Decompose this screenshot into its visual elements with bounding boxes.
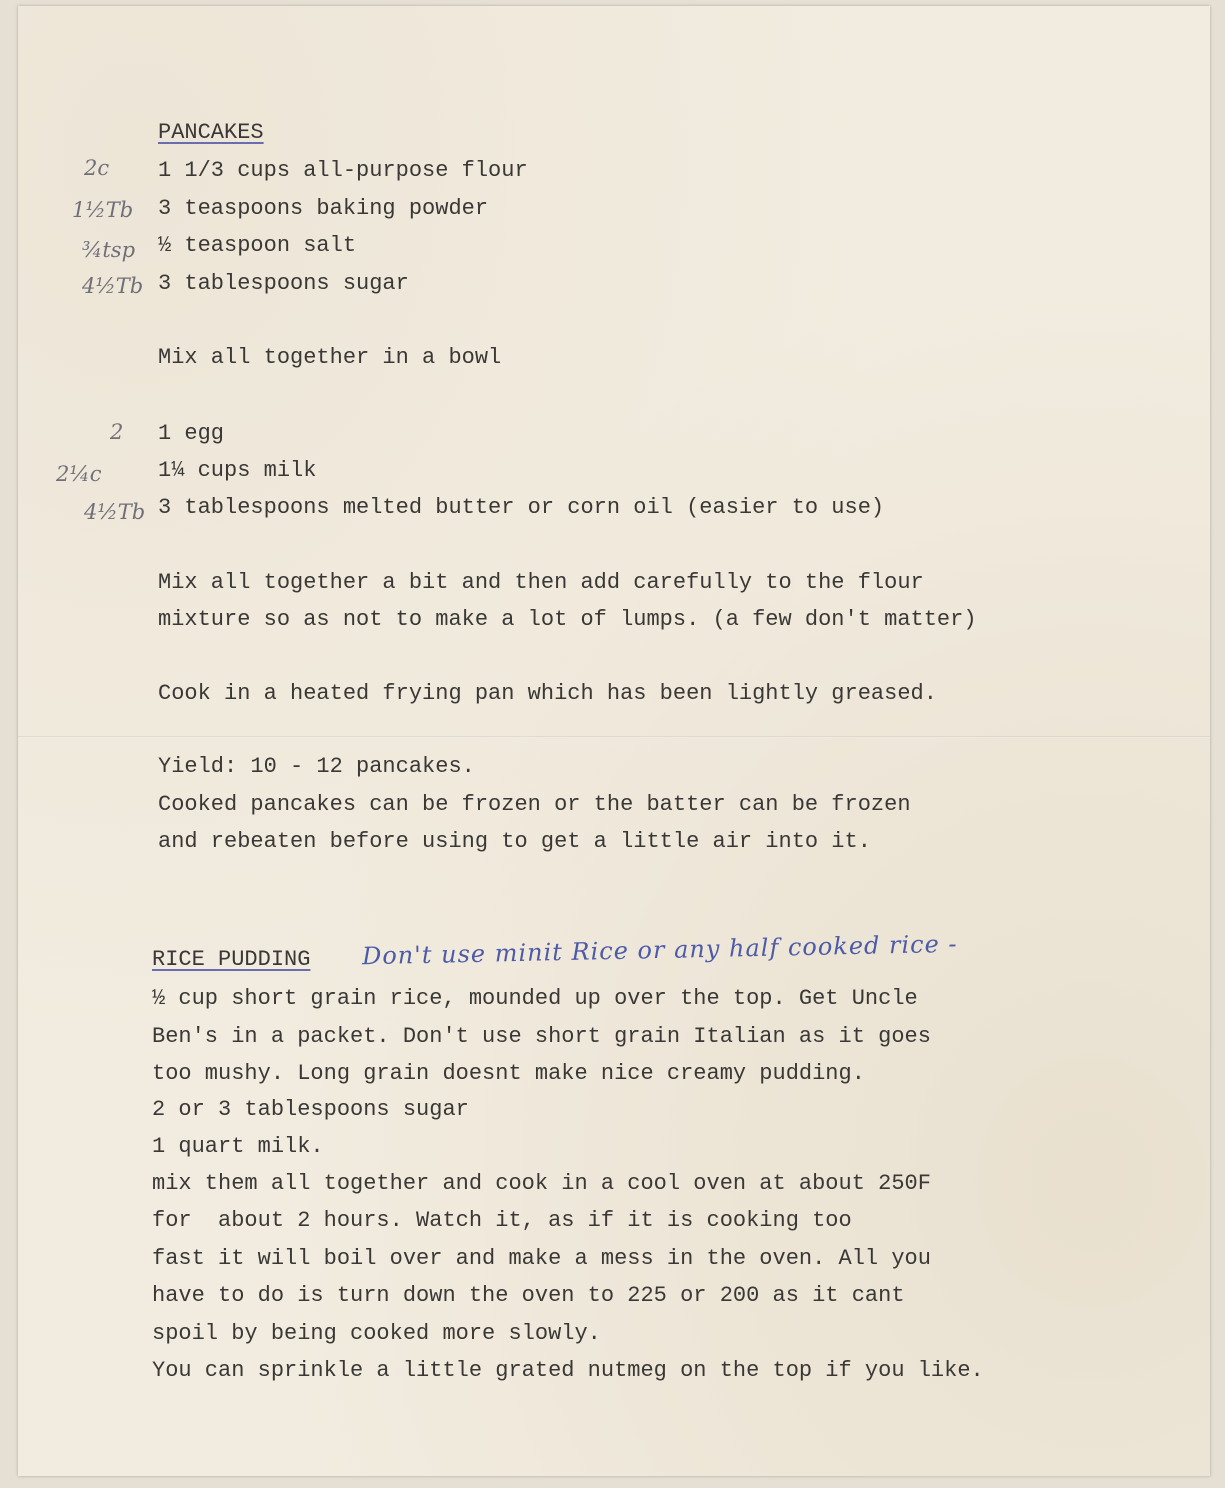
pancakes-mix-instruction: Mix all together in a bowl [158,345,502,370]
margin-note-butter: 4½Tb [84,500,146,524]
ingredient-sugar: 3 tablespoons sugar [158,271,409,296]
rice-pudding-line: ½ cup short grain rice, mounded up over the top. Get Uncle [152,986,918,1011]
ingredient-butter: 3 tablespoons melted butter or corn oil (easier to use) [158,495,885,520]
ingredient-egg: 1 egg [158,421,225,446]
pancakes-storage-line: and rebeaten before using to get a little air into it. [158,829,871,854]
margin-note-flour: 2c [84,156,110,180]
margin-note-baking-powder: 1½Tb [72,198,134,222]
pancakes-mix-line: Mix all together a bit and then add carefully to the flour [158,570,924,595]
margin-note-milk: 2¼c [56,462,102,486]
recipe-sheet [18,6,1210,1476]
pancakes-cook-instruction: Cook in a heated frying pan which has been lightly greased. [158,681,937,706]
rice-pudding-line: Ben's in a packet. Don't use short grain Italian as it goes [152,1024,931,1049]
rice-pudding-line: You can sprinkle a little grated nutmeg on the top if you like. [152,1358,984,1383]
handwritten-rice-note: Don't use minit Rice or any half cooked rice - [361,929,958,971]
paper-fold-line [18,736,1210,738]
rice-pudding-line: too mushy. Long grain doesnt make nice creamy pudding. [152,1061,865,1086]
ingredient-flour: 1 1/3 cups all-purpose flour [158,158,528,183]
ingredient-salt: ½ teaspoon salt [158,233,357,258]
margin-note-salt: ¾tsp [82,238,136,262]
rice-pudding-line: mix them all together and cook in a cool oven at about 250F [152,1171,931,1196]
pancakes-yield: Yield: 10 - 12 pancakes. [158,754,475,779]
ingredient-baking-powder: 3 teaspoons baking powder [158,196,489,221]
pancakes-title: PANCAKES [158,120,264,145]
rice-pudding-line: have to do is turn down the oven to 225 or 200 as it cant [152,1283,905,1308]
rice-pudding-line: for about 2 hours. Watch it, as if it is cooking too [152,1208,852,1233]
margin-note-egg: 2 [110,420,124,444]
margin-note-sugar: 4½Tb [82,274,144,298]
rice-pudding-title: RICE PUDDING [152,947,311,972]
ingredient-milk: 1¼ cups milk [158,458,317,483]
rice-pudding-line: spoil by being cooked more slowly. [152,1321,601,1346]
rice-pudding-line: fast it will boil over and make a mess in the oven. All you [152,1246,931,1271]
pancakes-mix-line: mixture so as not to make a lot of lumps. (a few don't matter) [158,607,977,632]
rice-pudding-line: 2 or 3 tablespoons sugar [152,1097,469,1122]
pancakes-storage-line: Cooked pancakes can be frozen or the batter can be frozen [158,792,911,817]
rice-pudding-line: 1 quart milk. [152,1134,324,1159]
